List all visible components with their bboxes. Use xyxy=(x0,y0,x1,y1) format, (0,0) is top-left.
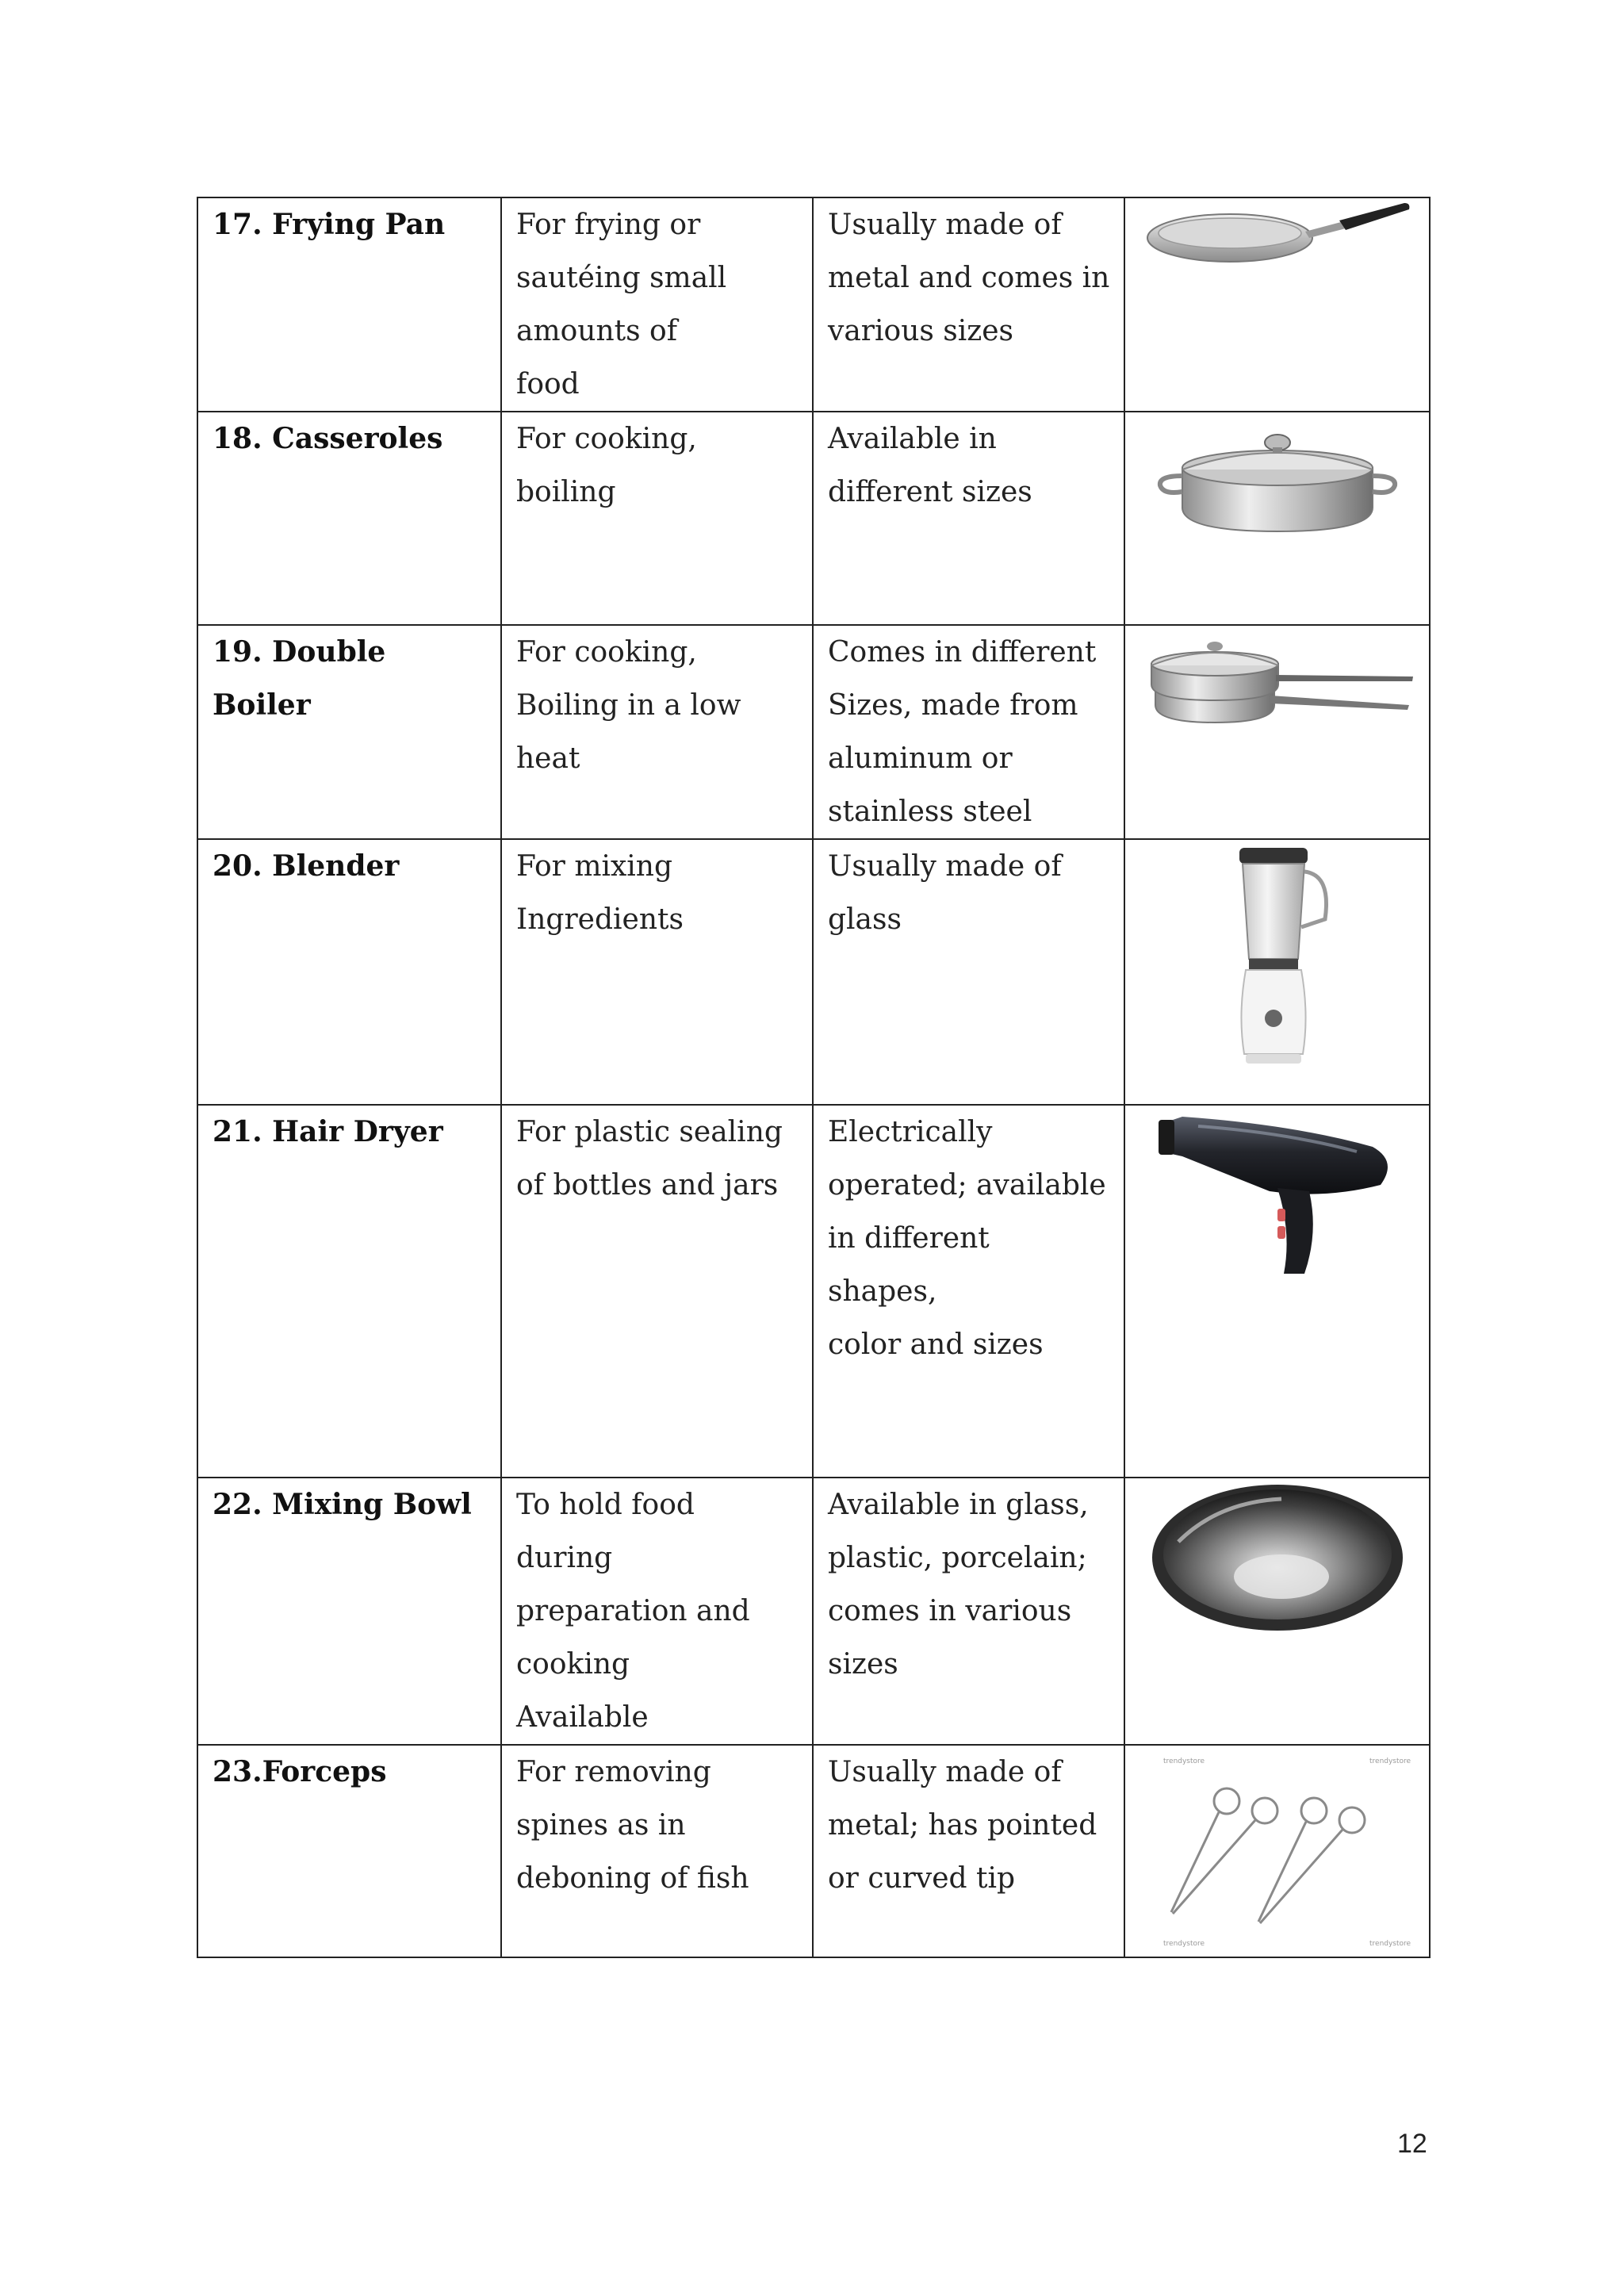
tool-description: Comes in different Sizes, made from aluminum or stainless steel xyxy=(813,625,1124,839)
tool-image-cell xyxy=(1124,1105,1430,1478)
tool-use: For removing spines as in deboning of fish xyxy=(501,1745,813,1957)
tool-description: Available in different sizes xyxy=(813,412,1124,625)
table-row xyxy=(197,839,1430,1105)
tool-use: For frying or sautéing small amounts of food xyxy=(501,197,813,412)
tool-description: Available in glass, plastic, porcelain; comes in various sizes xyxy=(813,1478,1124,1745)
frying-pan-icon xyxy=(1143,198,1412,278)
tool-name: 17. Frying Pan xyxy=(197,197,501,412)
tool-image-cell xyxy=(1124,1478,1430,1745)
watermark: trendystore xyxy=(1369,1757,1411,1765)
forceps-icon xyxy=(1139,1746,1425,1952)
tool-description: Usually made of metal; has pointed or curved tip xyxy=(813,1745,1124,1957)
tool-name: 21. Hair Dryer xyxy=(197,1105,501,1478)
tool-name: 20. Blender xyxy=(197,839,501,1105)
tool-name: 22. Mixing Bowl xyxy=(197,1478,501,1745)
mixing-bowl-icon xyxy=(1147,1478,1408,1637)
table-row xyxy=(197,1745,1430,1957)
tool-image-cell xyxy=(1124,197,1430,412)
tool-image-cell xyxy=(1124,839,1430,1105)
tool-use: For cooking, Boiling in a low heat xyxy=(501,625,813,839)
tool-image-cell xyxy=(1124,1745,1430,1957)
blender-icon xyxy=(1214,840,1341,1078)
table-row xyxy=(197,1478,1430,1745)
tool-name: 19. Double Boiler xyxy=(197,625,501,839)
kitchen-tools-table xyxy=(197,197,1431,1958)
table-row xyxy=(197,625,1430,839)
tool-name: 23.Forceps xyxy=(197,1745,501,1957)
table-row xyxy=(197,1105,1430,1478)
tool-description: Electrically operated; available in different shapes, color and sizes xyxy=(813,1105,1124,1478)
tool-use: To hold food during preparation and cooking Available xyxy=(501,1478,813,1745)
casserole-icon xyxy=(1151,412,1404,539)
tool-description: Usually made of metal and comes in various sizes xyxy=(813,197,1124,412)
tool-use: For cooking, boiling xyxy=(501,412,813,625)
watermark: trendystore xyxy=(1163,1940,1205,1948)
tool-image-cell xyxy=(1124,625,1430,839)
tool-name: 18. Casseroles xyxy=(197,412,501,625)
watermark: trendystore xyxy=(1369,1940,1411,1948)
tool-image-cell xyxy=(1124,412,1430,625)
page-number: 12 xyxy=(1397,2129,1427,2159)
watermark: trendystore xyxy=(1163,1757,1205,1765)
tool-description: Usually made of glass xyxy=(813,839,1124,1105)
hair-dryer-icon xyxy=(1151,1106,1404,1280)
double-boiler-icon xyxy=(1139,626,1417,729)
table-row xyxy=(197,197,1430,412)
tool-use: For mixing Ingredients xyxy=(501,839,813,1105)
table-row xyxy=(197,412,1430,625)
tool-use: For plastic sealing of bottles and jars xyxy=(501,1105,813,1478)
